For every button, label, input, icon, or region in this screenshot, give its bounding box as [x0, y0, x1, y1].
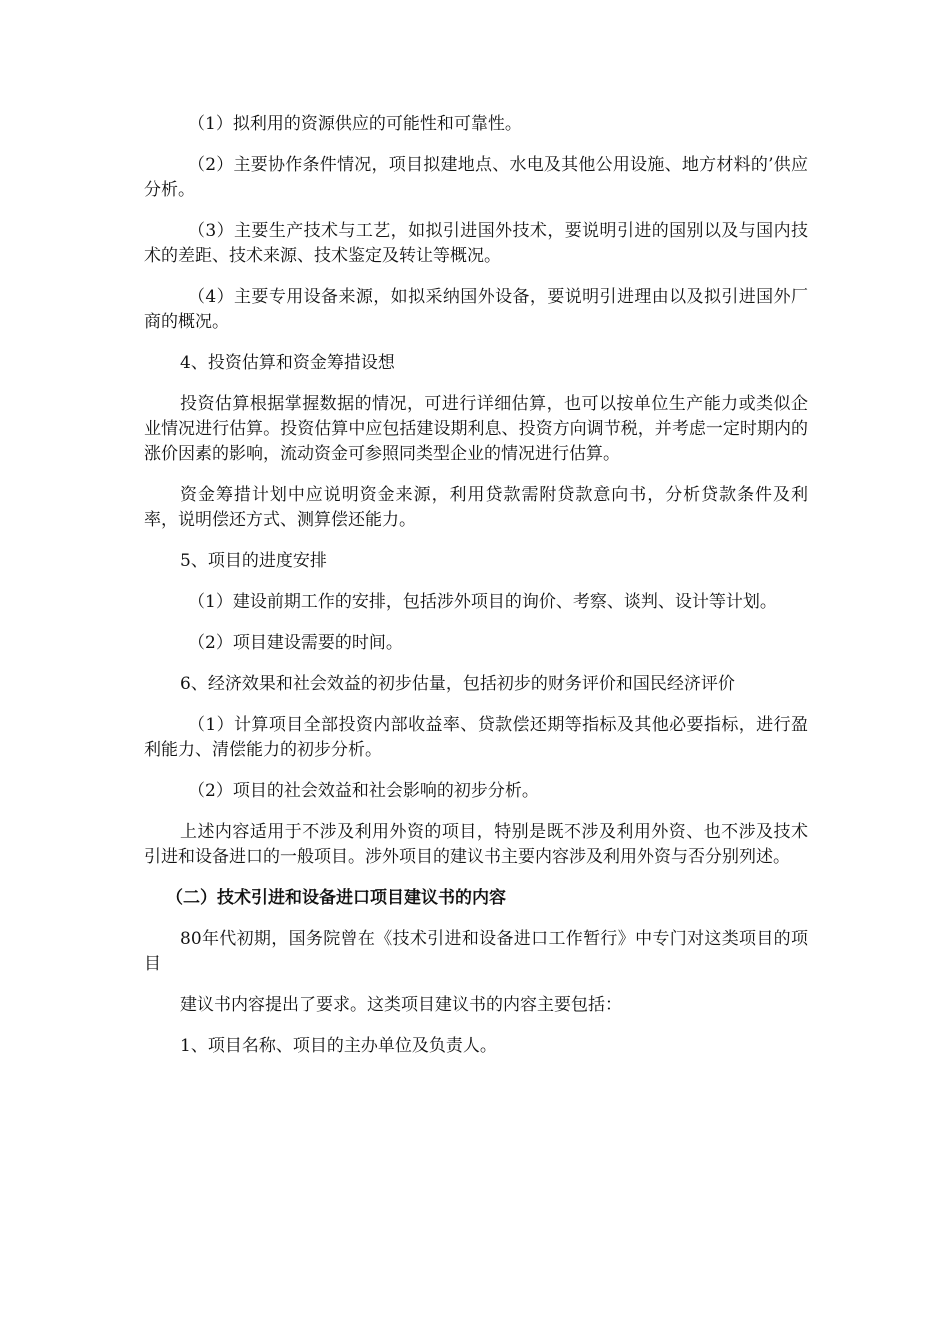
list-item-project-name: 1、项目名称、项目的主办单位及负责人。	[180, 1036, 497, 1056]
paragraph-proposal-contents: 建议书内容提出了要求。这类项目建议书的内容主要包括：	[180, 995, 622, 1015]
paragraph-equipment-source: （4）主要专用设备来源，如拟采纳国外设备，要说明引进理由以及拟引进国外厂商的概况。	[144, 287, 808, 332]
paragraph-cooperation-conditions: （2）主要协作条件情况，项目拟建地点、水电及其他公用设施、地方材料的’供应分析。	[144, 155, 808, 200]
paragraph-return-calculation: （1）计算项目全部投资内部收益率、贷款偿还期等指标及其他必要指标，进行盈利能力、清偿能力的初步分析。	[144, 715, 808, 760]
paragraph-construction-time: （2）项目建设需要的时间。	[188, 633, 403, 653]
paragraph-financing-plan: 资金筹措计划中应说明资金来源，利用贷款需附贷款意向书，分析贷款条件及利率，说明偿还方式、测算偿还能力。	[144, 485, 808, 530]
subsection-heading-technology-import: （二）技术引进和设备进口项目建议书的内容	[166, 888, 506, 908]
paragraph-state-council: 80年代初期，国务院曾在《技术引进和设备进口工作暂行》中专门对这类项目的项目	[144, 929, 808, 974]
paragraph-social-benefits: （2）项目的社会效益和社会影响的初步分析。	[188, 781, 539, 801]
section-heading-investment: 4、投资估算和资金筹措设想	[180, 353, 395, 373]
paragraph-applicability: 上述内容适用于不涉及利用外资的项目，特别是既不涉及利用外资、也不涉及技术引进和设备进口的一般项目。涉外项目的建议书主要内容涉及利用外资与否分别列述。	[144, 822, 808, 867]
paragraph-preliminary-work: （1）建设前期工作的安排，包括涉外项目的询价、考察、谈判、设计等计划。	[188, 592, 777, 612]
document-body	[144, 112, 808, 1075]
paragraph-resource-supply: （1）拟利用的资源供应的可能性和可靠性。	[188, 114, 522, 134]
paragraph-investment-estimate: 投资估算根据掌握数据的情况，可进行详细估算，也可以按单位生产能力或类似企业情况进行估算。投资估算中应包括建设期利息、投资方向调节税，并考虑一定时期内的涨价因素的影响，流动资金可参照同类型企业的情况进行估算。	[144, 394, 808, 464]
paragraph-production-technology: （3）主要生产技术与工艺，如拟引进国外技术，要说明引进的国别以及与国内技术的差距、技术来源、技术鉴定及转让等概况。	[144, 221, 808, 266]
section-heading-economic-effects: 6、经济效果和社会效益的初步估量，包括初步的财务评价和国民经济评价	[180, 674, 735, 694]
section-heading-schedule: 5、项目的进度安排	[180, 551, 327, 571]
